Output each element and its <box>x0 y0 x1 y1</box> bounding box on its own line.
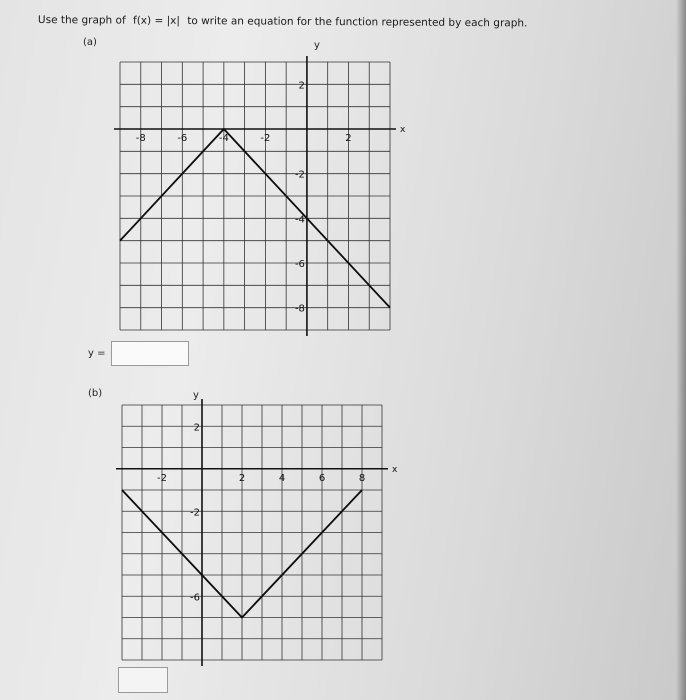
part-a-label: (a) <box>83 37 97 48</box>
graph-a-x-tick-label: -6 <box>177 133 188 144</box>
graph-a-y-tick-label: -6 <box>294 259 305 270</box>
graph-a-x-tick-label: -4 <box>218 133 229 144</box>
graph-b-x-tick-label: 2 <box>238 472 246 484</box>
instruction-part1: Use the graph of <box>37 14 126 27</box>
graph-b-x-tick-label: -2 <box>157 472 167 484</box>
instruction-function: f(x) = |x| <box>132 14 180 27</box>
graph-a-y-tick-label: -4 <box>294 214 305 226</box>
part-b-label: (b) <box>88 388 103 399</box>
graph-b-y-tick-label: -6 <box>190 592 200 604</box>
graph-b-x-tick-label: 6 <box>318 472 326 484</box>
graph-a-x-axis-name: x <box>400 125 406 135</box>
part-b-answer-input[interactable] <box>118 667 168 693</box>
graph-a-x-tick-label: 2 <box>345 133 352 144</box>
graph-a-y-tick-label: -2 <box>294 169 305 181</box>
graph-b-y-axis-name: y <box>193 390 199 401</box>
graph-b-y-tick-label: -2 <box>190 507 200 519</box>
graph-a-x-tick-label: -8 <box>135 133 146 144</box>
instruction-part2: to write an equation for the function represented by each graph. <box>187 15 528 30</box>
graph-b-x-axis-name: x <box>392 464 398 475</box>
part-a-answer-prefix: y = <box>88 348 106 359</box>
graph-a-y-tick-label: 2 <box>298 80 305 92</box>
graph-b-x-tick-label: 8 <box>358 472 366 484</box>
graph-b-x-tick-label: 4 <box>278 472 286 484</box>
graph-a-x-tick-label: -2 <box>260 133 271 144</box>
graph-a-y-tick-label: -8 <box>294 303 305 315</box>
graph-b-y-tick-label: 2 <box>193 422 200 434</box>
graph-a-y-axis-name: y <box>314 40 320 51</box>
